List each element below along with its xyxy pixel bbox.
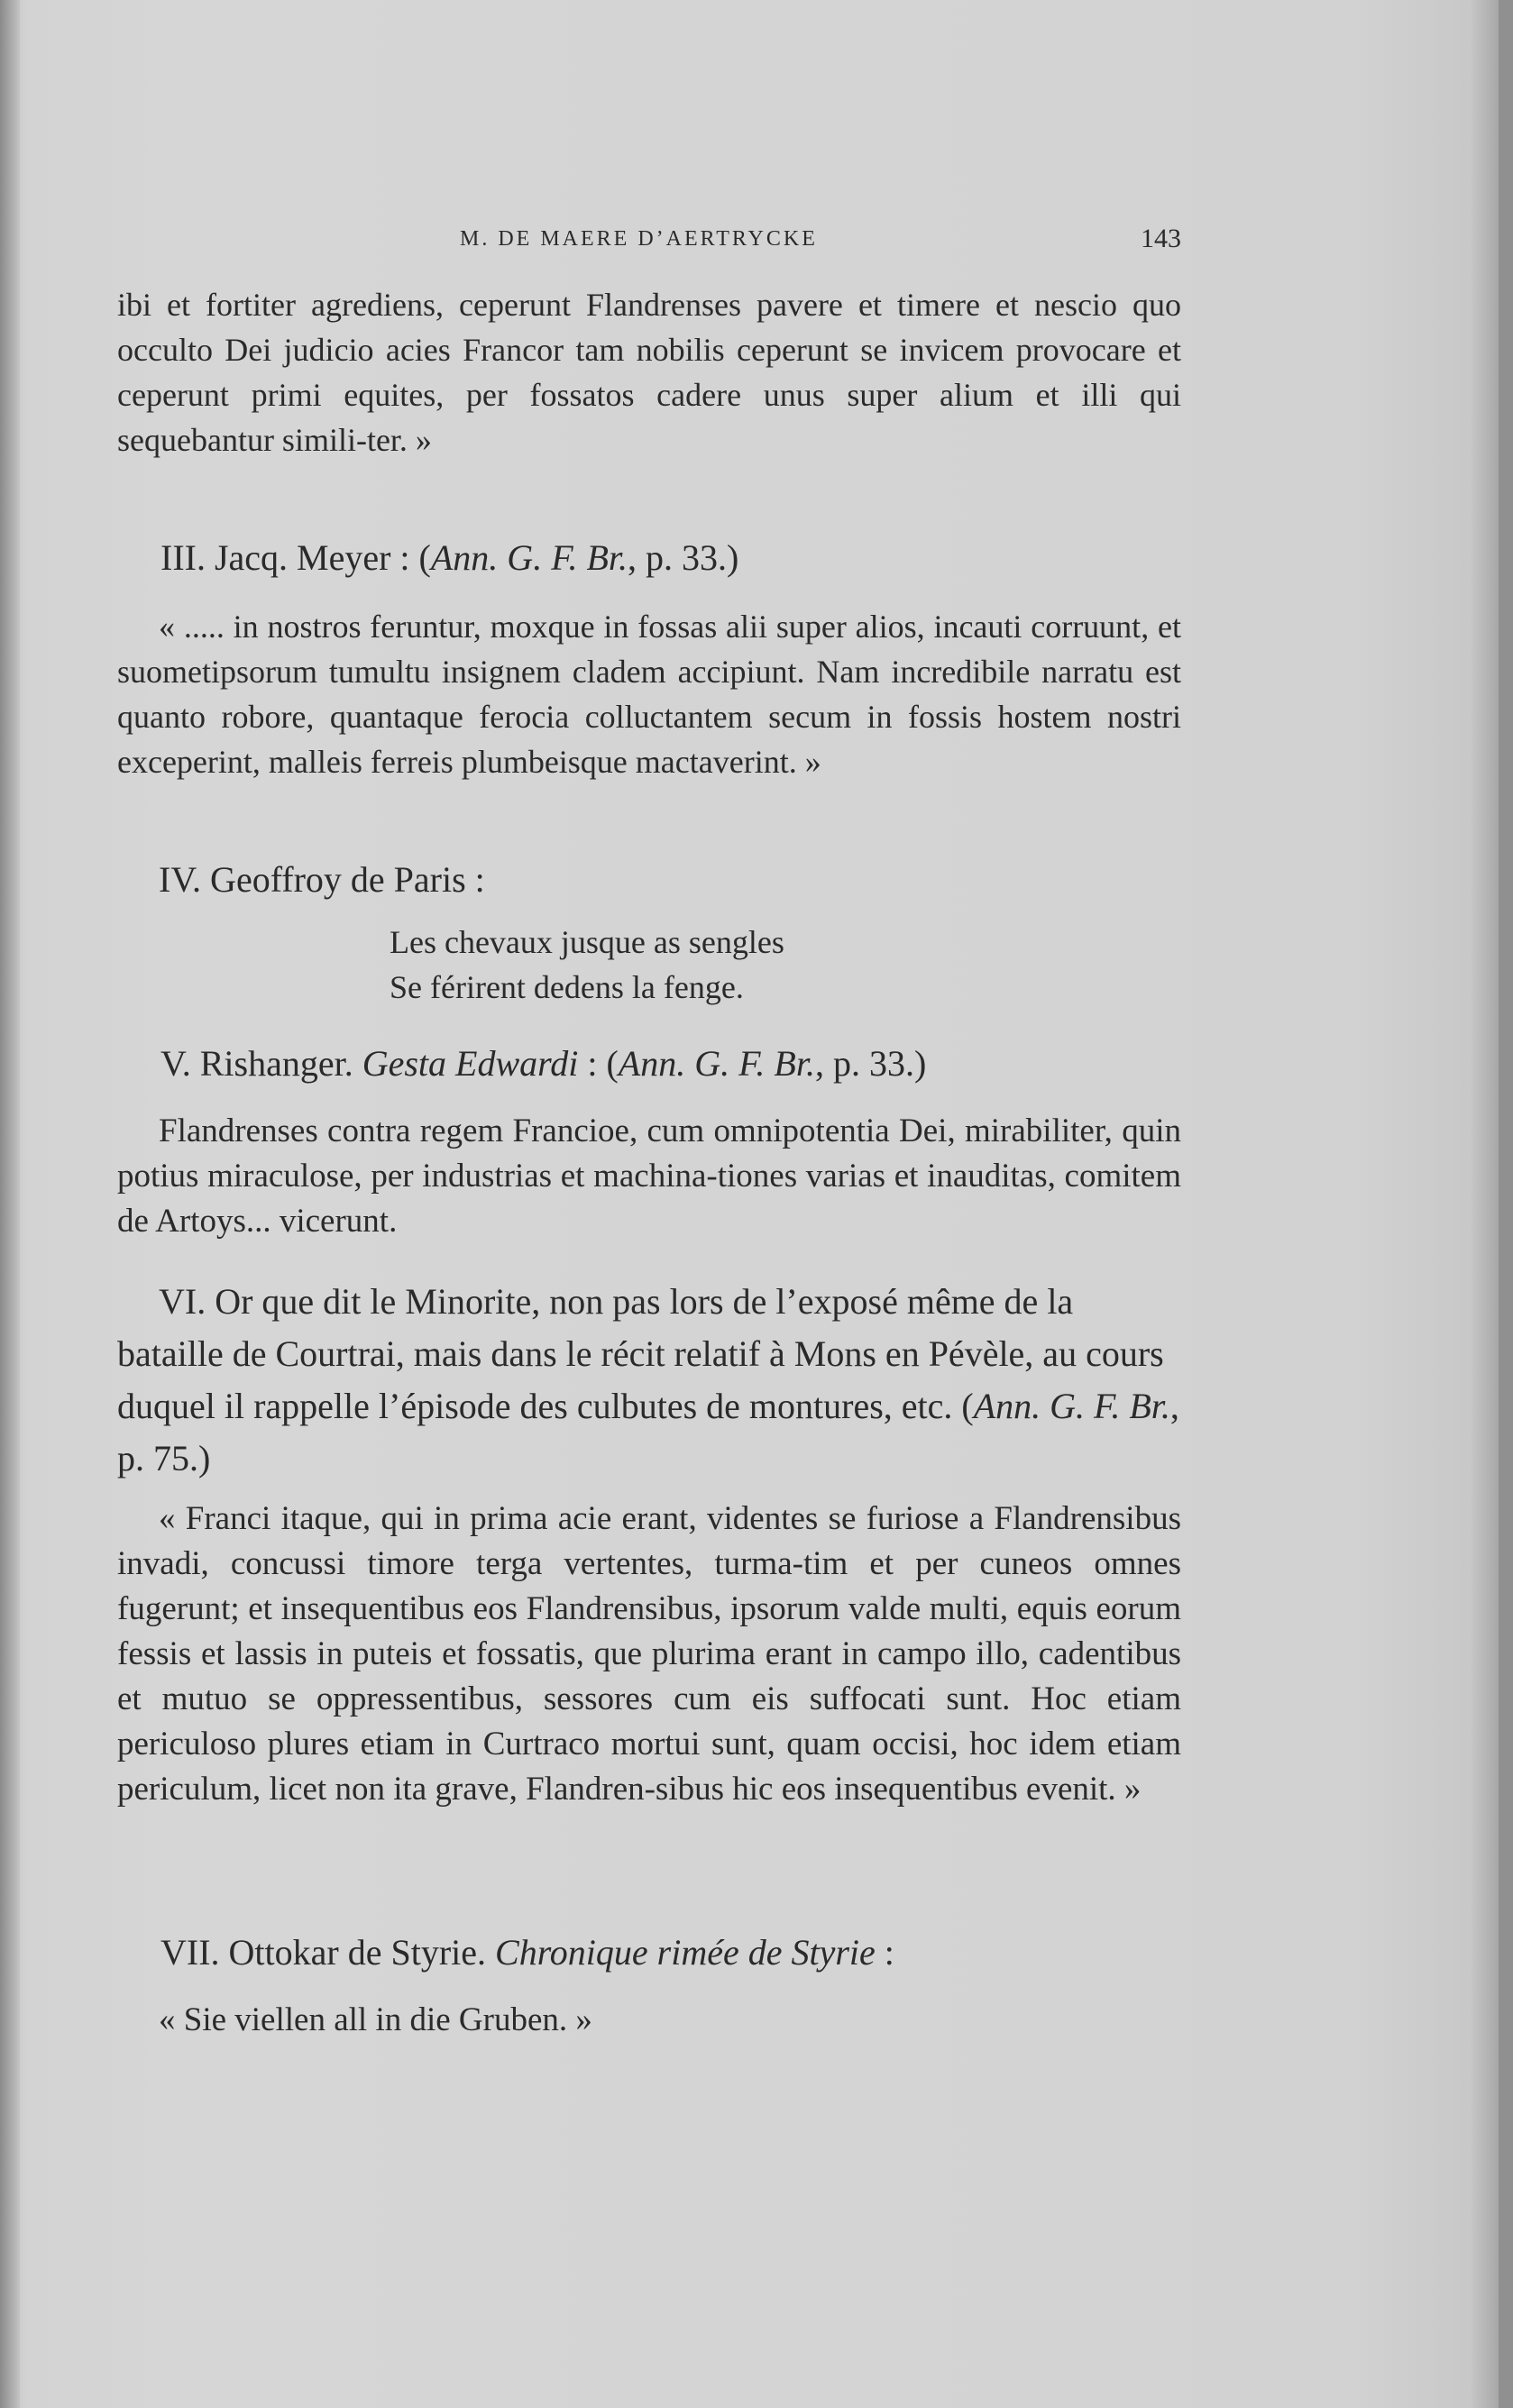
verse-line-1: Les chevaux jusque as sengles (390, 924, 784, 960)
paragraph-1: ibi et fortiter agrediens, ceperunt Flandrenses pavere et timere et nescio quo occulto Dei judicio acies Francor tam nobilis ceperunt se invicem provocare et ceperunt primi equites, per fossatos cadere unus super alium et illi qui sequebantur simili-ter. » (117, 287, 1181, 458)
running-head: M. DE MAERE D’AERTRYCKE (460, 227, 818, 251)
paragraph-ottokar-quote: « Sie viellen all in die Gruben. » (159, 2001, 592, 2038)
heading-iii: III. Jacq. Meyer : (Ann. G. F. Br., p. 33.) (160, 537, 739, 578)
page-edge-shadow (1499, 0, 1513, 2408)
paragraph-minorite-quote: « Franci itaque, qui in prima acie erant, videntes se furiose a Flandrensibus invadi, concussi timore terga vertentes, turma-tim et per cuneos omnes fugerunt; et insequentibus eos Flandrensibus, ipsorum valde multi, equis eorum fessis et lassis in puteis et fossatis, que plurima erant in campo illo, cadentibus et mutuo se oppressentibus, sessores cum eis suffocati sunt. Hoc etiam periculoso plures etiam in Curtraco mortui sunt, quam occisi, hoc idem etiam periculum, licet non ita grave, Flandren-sibus hic eos insequentibus evenit. » (117, 1500, 1181, 1808)
heading-v: V. Rishanger. Gesta Edwardi : (Ann. G. F. Br., p. 33.) (160, 1043, 927, 1084)
heading-iv: IV. Geoffroy de Paris : (159, 859, 485, 900)
page-number: 143 (1141, 224, 1181, 253)
paragraph-rishanger: Flandrenses contra regem Francioe, cum omnipotentia Dei, mirabiliter, quin potius miraculose, per industrias et machina-tiones varias et inauditas, comitem de Artoys... vicerunt. (117, 1112, 1181, 1240)
paragraph-minorite: VI. Or que dit le Minorite, non pas lors de l’exposé même de la bataille de Courtrai, mais dans le récit relatif à Mons en Pévèle, au cours duquel il rappelle l’épisode des culbutes de montures, etc. (Ann. G. F. Br., p. 75.) (117, 1281, 1179, 1479)
page-gutter-shadow (0, 0, 20, 2408)
page-header (117, 224, 1181, 260)
verse-line-2: Se férirent dedens la fenge. (390, 969, 744, 1005)
paragraph-meyer-quote: « ..... in nostros feruntur, moxque in fossas alii super alios, incauti corruunt, et suometipsorum tumultu insignem cladem accipiunt. Nam incredibile narratu est quanto robore, quantaque ferocia colluctantem secum in fossis hostem nostri exceperint, malleis ferreis plumbeisque mactaverint. » (117, 609, 1181, 780)
heading-vii: VII. Ottokar de Styrie. Chronique rimée de Styrie : (160, 1932, 894, 1973)
